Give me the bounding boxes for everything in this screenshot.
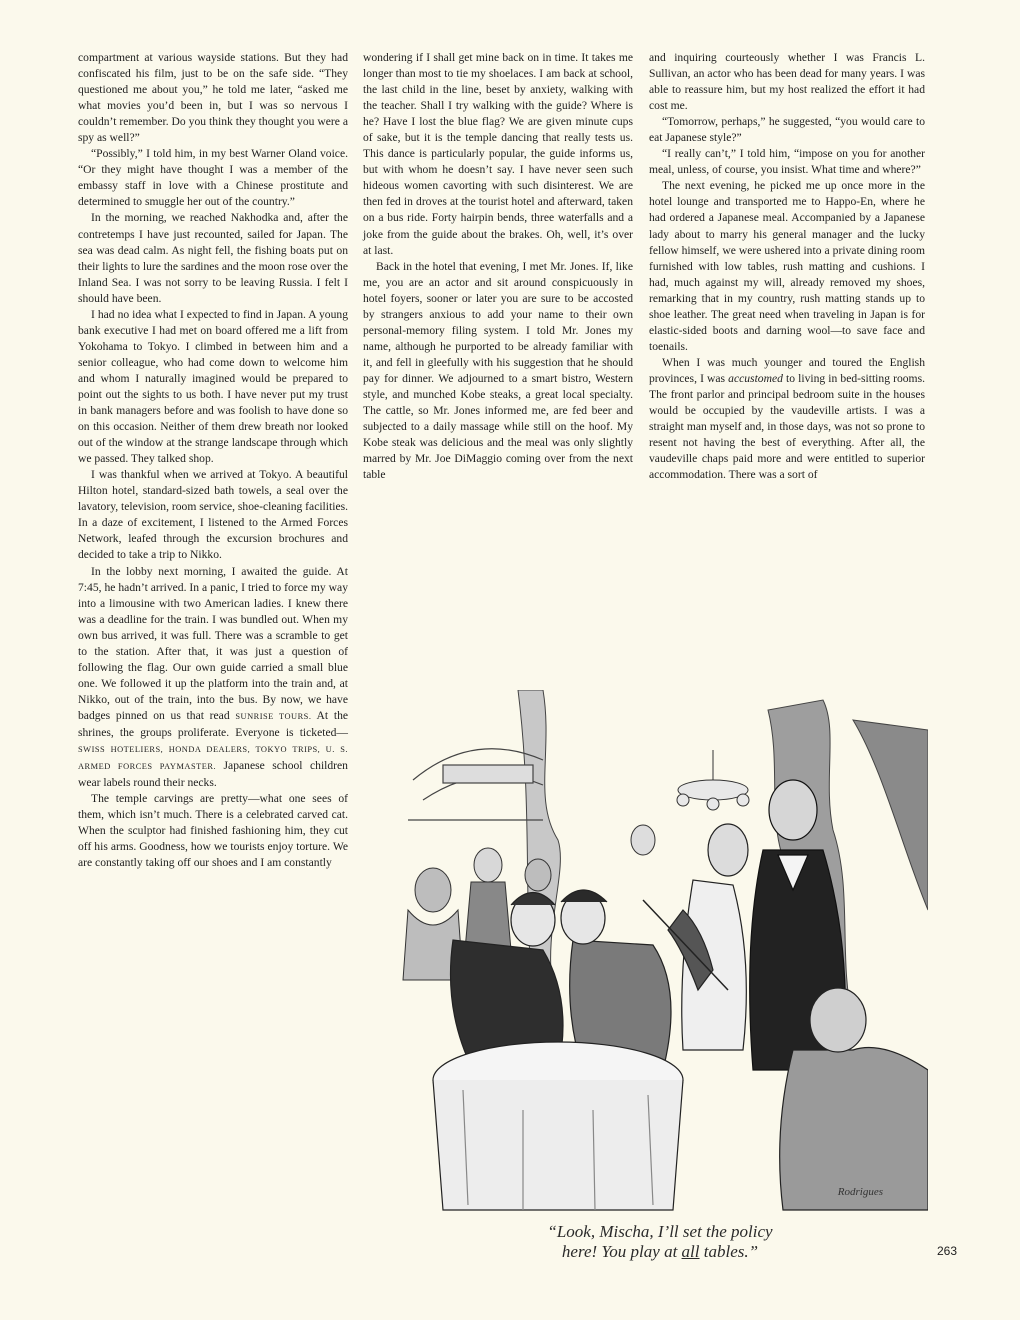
underlined-text: all — [681, 1242, 700, 1261]
paragraph: I had no idea what I expected to find in Japan. A young bank executive I had met on board offered me a lift from Yokohama to Tokyo. I climbed in between him and a senior colleague, who had come down to welcome him and whom I naturally imagined would be prepared to point out the sights to us both. I have never put my trust in bank managers before and was foolish to have done so on this occasion. Neither of them drew breath nor looked out of the window at the strange landscape through which we passed. They talked shop. — [78, 307, 348, 466]
paragraph — [649, 355, 925, 483]
text-run: When I was much younger and toured the English provinces, I was — [649, 355, 925, 385]
caption-line-2 — [460, 1242, 860, 1262]
paragraph: I was thankful when we arrived at Tokyo. A beautiful Hilton hotel, standard-sized bath towels, a seal over the lavatory, television, room service, shoe-cleaning facilities. In a daze of excitement, I listened to the Armed Forces Network, leafed through the excursion brochures and decided to take a trip to Nikko. — [78, 468, 348, 562]
text-run: In the lobby next morning, I awaited the guide. At 7:45, he hadn’t arrived. In a panic, I tried to force my way into a limousine with two American ladies. I knew there was a deadline for the train. I was bundled out. When my own bus arrived, it was full. There was a scramble to get to the station. After that, it was just a question of following the flag. Our own guide carried a small blue one. We followed it up the platform into the train and, at Nikko, out of the train, into the bus. By now, we have badges pinned on us that read — [78, 564, 348, 722]
paragraph: The next evening, he picked me up once more in the hotel lounge and transported me to Happo-En, where he had ordered a Japanese meal. Accompanied by a Japanese lady about to marry his general manager and the lucky fellow himself, we were ushered into a private dining room furnished with low tables, rush matting and cushions. I had, much against my will, already removed my shoes, remarking that in my country, rush matting stands up to shoe leather. The great need when traveling in Japan is for elastic-sided boots and darning wool—to save face and toenails. — [649, 179, 925, 353]
emphasis-text: accustomed — [728, 371, 783, 385]
background-arches — [408, 749, 543, 820]
paragraph: wondering if I shall get mine back on in time. It takes me longer than most to tie my shoelaces. I am back at school, the last child in the line, beset by anxiety, walking with the teacher. Shall I try walking with the guide? Where is he? Have I lost the blue flag? We are given minute cups of sake, but it is the temple dancing that really tests us. This dance is particularly popular, the guide informs us, but with whom he doesn’t say. I have never seen such hideous women cavorting with such disinterest. We are then fed in droves at the tourist hotel and afterward, taken on a bus ride. Forty hairpin bends, three waterfalls and a joke from the guide about the brakes. Oh, well, it’s over at last. — [363, 51, 633, 257]
paragraph: “Possibly,” I told him, in my best Warner Oland voice. “Or they might have thought I was a member of the embassy staff in love with a Chinese prostitute and determined to smuggle her out of the country.” — [78, 147, 348, 209]
dining-table — [433, 1042, 683, 1210]
paragraph: “I really can’t,” I told him, “impose on you for another meal, unless, of course, you insist. What time and where?” — [649, 147, 925, 177]
text-run: Japanese school children wear labels round their necks. — [78, 759, 348, 790]
paragraph: and inquiring courteously whether I was Francis L. Sullivan, an actor who has been dead for many years. I was able to reassure him, but my host realized the effort it had cost me. — [649, 51, 925, 113]
small-caps-text: SWISS HOTELIERS, HONDA DEALERS, TOKYO TRIPS, U. S. ARMED FORCES PAYMASTER. — [78, 745, 348, 772]
paragraph — [78, 564, 348, 792]
cartoon-caption — [460, 1222, 860, 1262]
small-caps-text: SUNRISE TOURS. — [235, 711, 312, 721]
paragraph: “Tomorrow, perhaps,” he suggested, “you would care to eat Japanese style?” — [649, 115, 925, 145]
artist-signature: Rodrigues — [837, 1186, 883, 1198]
caption-line-1: “Look, Mischa, I’ll set the policy — [547, 1222, 773, 1241]
text-run: here! You play at — [561, 1242, 678, 1261]
chandelier — [677, 750, 749, 810]
text-column-2 — [363, 50, 633, 483]
paragraph: Back in the hotel that evening, I met Mr. Jones. If, like me, you are an actor and sit around conspicuously in hotel foyers, sooner or later you are sure to be accosted by strangers anxious to add your name to their own personal-memory filing system. I told Mr. Jones my name, although he purported to be already familiar with it, and fell in gleefully with his suggestion that he should pay for dinner. We adjourned to a smart bistro, Western style, and munched Kobe steaks, a great local specialty. The cattle, so Mr. Jones informed me, are fed beer and subjected to a daily massage while still on the hoof. My Kobe steak was delicious and the meal was only slightly marred by Mr. Joe DiMaggio coming over from the next table — [363, 259, 633, 482]
text-run: to living in bed-sitting rooms. The front parlor and principal bedroom suite in the houses would be occupied by the vaudeville artists. I was a straight man myself and, in those days, was not so prone to resent not having the best of everything. After all, the vaudeville chaps paid more and were entitled to superior accommodation. There was a sort of — [649, 371, 925, 482]
cartoon-illustration — [383, 690, 928, 1215]
text-run: At the shrines, the groups proliferate. Everyone is ticketed— — [78, 708, 349, 739]
paragraph: compartment at various wayside stations. But they had confiscated his film, just to be on the safe side. “They questioned me about you,” he told me later, “asked me what movies you’d been in, but I was so nervous I couldn’t remember. Do you think they thought you were a spy as well?” — [78, 51, 348, 145]
paragraph: In the morning, we reached Nakhodka and, after the contretemps I have just recounted, sailed for Japan. The sea was dead calm. As night fell, the fishing boats put on their lights to lure the sardines and the moon rose over the Inland Sea. I was not sorry to be leaving Russia. I felt I should have been. — [78, 211, 348, 305]
text-column-3 — [649, 50, 925, 483]
text-column-1 — [78, 50, 348, 871]
text-run: tables.” — [703, 1242, 759, 1261]
page-number: 263 — [937, 1244, 958, 1258]
paragraph: The temple carvings are pretty—what one sees of them, which isn’t much. There is a celebrated carved cat. When the sculptor had finished fashioning him, they cut off his arms. Goodness, how we tourists enjoy torture. We are constantly taking off our shoes and I am constantly — [78, 792, 348, 870]
